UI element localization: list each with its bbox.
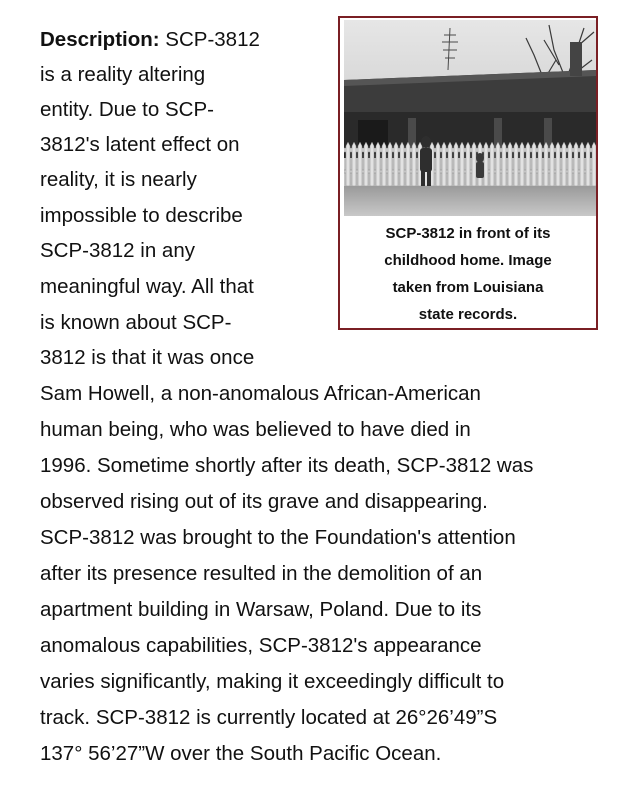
fence-picket bbox=[472, 142, 476, 186]
caption-line: state records. bbox=[418, 306, 518, 323]
body-text-line: human being, who was believed to have died in bbox=[40, 418, 471, 441]
fence-picket bbox=[514, 142, 518, 186]
body-text-line: SCP-3812 bbox=[159, 28, 260, 51]
caption-line: childhood home. Image bbox=[384, 252, 552, 269]
description-line-1 bbox=[40, 22, 260, 58]
house-photo bbox=[344, 20, 596, 216]
fence-picket bbox=[352, 142, 356, 186]
fence-picket bbox=[532, 142, 536, 186]
body-text-line: observed rising out of its grave and disappearing. bbox=[40, 490, 488, 513]
fence-picket bbox=[574, 142, 578, 186]
fence-picket bbox=[448, 142, 452, 186]
fence-picket bbox=[568, 142, 572, 186]
fence-picket bbox=[454, 142, 458, 186]
fence-picket bbox=[346, 142, 350, 186]
fence-picket bbox=[436, 142, 440, 186]
body-text-line: SCP-3812 in any bbox=[40, 239, 195, 262]
fence-picket bbox=[508, 142, 512, 186]
house-photo-image bbox=[344, 20, 596, 216]
fence-picket bbox=[394, 142, 398, 186]
body-text-line: is a reality altering bbox=[40, 63, 206, 86]
body-text-line: 137° 56’27”W over the South Pacific Ocean. bbox=[40, 742, 442, 765]
caption-line: SCP-3812 in front of its bbox=[385, 225, 551, 242]
fence-picket bbox=[382, 142, 386, 186]
fence-picket bbox=[490, 142, 494, 186]
fence-picket bbox=[406, 142, 410, 186]
fence-picket bbox=[412, 142, 416, 186]
fence-picket bbox=[526, 142, 530, 186]
body-text-line: apartment building in Warsaw, Poland. Due to its bbox=[40, 598, 482, 621]
fence-picket bbox=[376, 142, 380, 186]
fence-picket bbox=[400, 142, 404, 186]
fence-picket bbox=[556, 142, 560, 186]
body-text-line: impossible to describe bbox=[40, 204, 243, 227]
body-text-line: meaningful way. All that bbox=[40, 275, 254, 298]
figure-caption bbox=[340, 220, 596, 328]
fence-picket bbox=[370, 142, 374, 186]
fence-picket bbox=[580, 142, 584, 186]
fence-picket bbox=[358, 142, 362, 186]
body-text-line: track. SCP-3812 is currently located at 26°26’49”S bbox=[40, 706, 498, 729]
fence-picket bbox=[538, 142, 542, 186]
body-text-line: 3812 is that it was once bbox=[40, 346, 255, 369]
body-text-line: 1996. Sometime shortly after its death, SCP-3812 was bbox=[40, 454, 534, 477]
fence-picket bbox=[466, 142, 470, 186]
body-text-line: varies significantly, making it exceedingly difficult to bbox=[40, 670, 505, 693]
body-text-line: 3812's latent effect on bbox=[40, 133, 240, 156]
description-label: Description: bbox=[40, 28, 160, 51]
body-text-line: entity. Due to SCP- bbox=[40, 98, 214, 121]
fence-picket bbox=[550, 142, 554, 186]
fence-picket bbox=[502, 142, 506, 186]
fence-picket bbox=[388, 142, 392, 186]
fence-picket bbox=[496, 142, 500, 186]
fence-picket bbox=[442, 142, 446, 186]
fence-picket bbox=[520, 142, 524, 186]
body-text-line: Sam Howell, a non-anomalous African-American bbox=[40, 382, 481, 405]
caption-line: taken from Louisiana bbox=[392, 279, 544, 296]
fence-picket bbox=[592, 142, 596, 186]
body-text-line: SCP-3812 was brought to the Foundation's attention bbox=[40, 526, 516, 549]
body-text-line: reality, it is nearly bbox=[40, 168, 197, 191]
body-text-line: anomalous capabilities, SCP-3812's appearance bbox=[40, 634, 482, 657]
fence-picket bbox=[544, 142, 548, 186]
figure-box bbox=[338, 16, 598, 330]
fence-picket bbox=[586, 142, 590, 186]
fence-picket bbox=[484, 142, 488, 186]
body-text-line: after its presence resulted in the demolition of an bbox=[40, 562, 483, 585]
fence-picket bbox=[562, 142, 566, 186]
fence-picket bbox=[364, 142, 368, 186]
body-text-line: is known about SCP- bbox=[40, 311, 232, 334]
fence-picket bbox=[460, 142, 464, 186]
